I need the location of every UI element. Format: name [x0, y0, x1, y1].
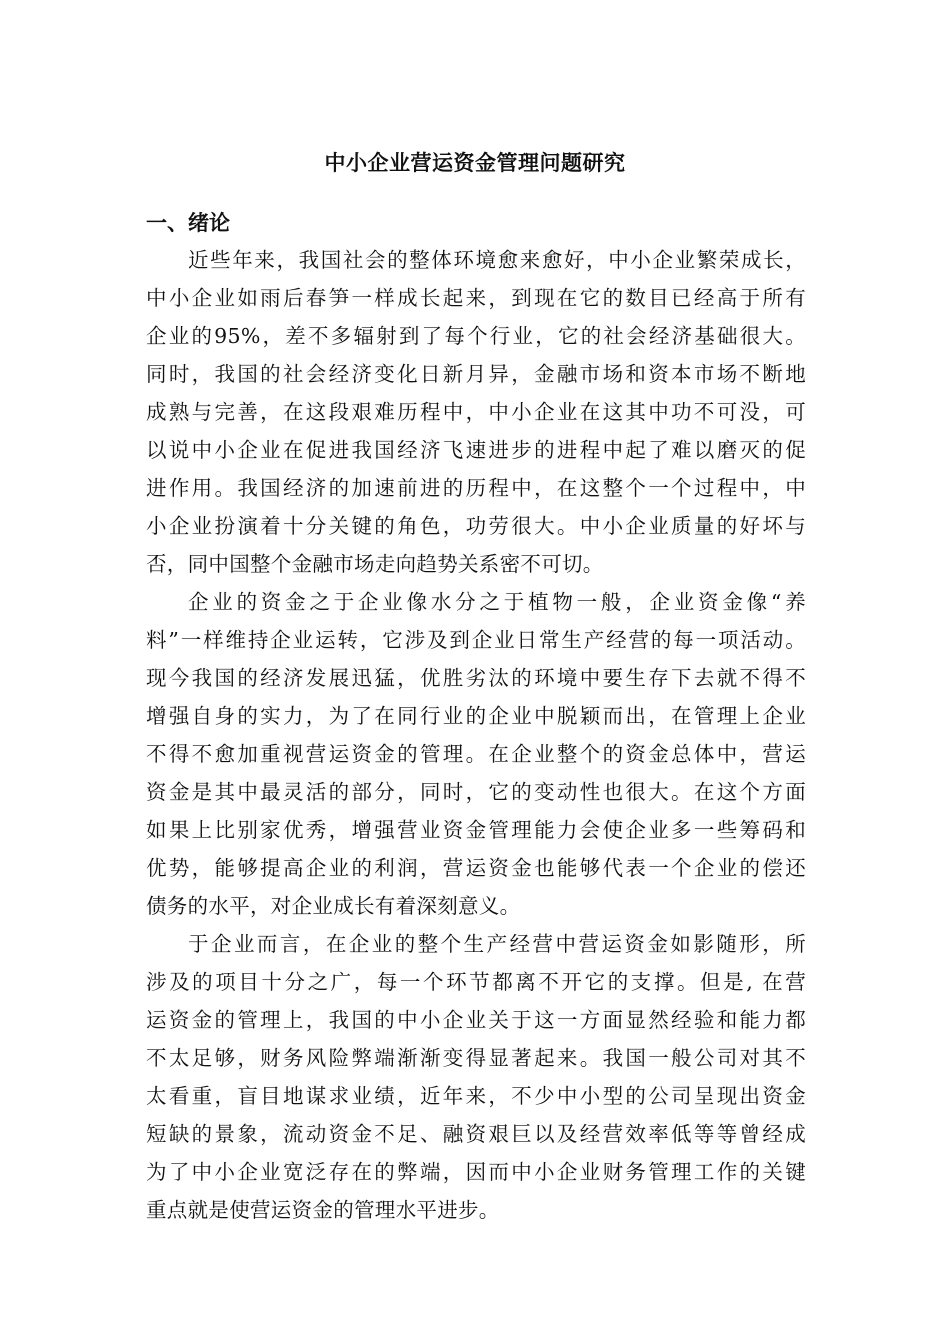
paragraph-3-line: 重点就是使营运资金的管理水平进步。	[146, 1198, 500, 1222]
paragraph-2-line: 债务的水平，对企业成长有着深刻意义。	[146, 894, 521, 918]
paragraph-2-line: 不得不愈加重视营运资金的管理。在企业整个的资金总体中，营运	[146, 742, 806, 766]
paragraph-3-line: 涉及的项目十分之广，每一个环节都离不开它的支撑。但是, 在营	[146, 970, 806, 994]
paragraph-3-line: 短缺的景象，流动资金不足、融资艰巨以及经营效率低等等曾经成	[146, 1122, 806, 1146]
document-title: 中小企业营运资金管理问题研究	[324, 151, 626, 175]
paragraph-1-line: 企业的95%，差不多辐射到了每个行业，它的社会经济基础很大。	[146, 324, 806, 348]
paragraph-3-line: 运资金的管理上，我国的中小企业关于这一方面显然经验和能力都	[146, 1008, 806, 1032]
paragraph-2-line: 增强自身的实力，为了在同行业的企业中脱颖而出，在管理上企业	[146, 704, 806, 728]
paragraph-1-line: 小企业扮演着十分关键的角色，功劳很大。中小企业质量的好坏与	[146, 514, 806, 538]
paragraph-1-line: 进作用。我国经济的加速前进的历程中，在这整个一个过程中，中	[146, 476, 806, 500]
paragraph-2-line: 资金是其中最灵活的部分，同时，它的变动性也很大。在这个方面	[146, 780, 806, 804]
paragraph-1-line: 同时，我国的社会经济变化日新月异，金融市场和资本市场不断地	[146, 362, 806, 386]
paragraph-1-line: 否，同中国整个金融市场走向趋势关系密不可切。	[146, 552, 604, 576]
paragraph-2-line: 优势，能够提高企业的利润，营运资金也能够代表一个企业的偿还	[146, 856, 806, 880]
paragraph-3-line: 为了中小企业宽泛存在的弊端，因而中小企业财务管理工作的关键	[146, 1160, 806, 1184]
paragraph-3-line: 太看重，盲目地谋求业绩，近年来，不少中小型的公司呈现出资金	[146, 1084, 806, 1108]
section-heading: 一、绪论	[146, 211, 230, 235]
paragraph-2-line: 料”一样维持企业运转，它涉及到企业日常生产经营的每一项活动。	[146, 628, 806, 652]
paragraph-1-line: 近些年来，我国社会的整体环境愈来愈好，中小企业繁荣成长，	[188, 248, 806, 272]
paragraph-2-line: 现今我国的经济发展迅猛，优胜劣汰的环境中要生存下去就不得不	[146, 666, 806, 690]
paragraph-2-line: 如果上比别家优秀，增强营业资金管理能力会使企业多一些筹码和	[146, 818, 806, 842]
paragraph-3-line: 不太足够，财务风险弊端渐渐变得显著起来。我国一般公司对其不	[146, 1046, 806, 1070]
paragraph-1-line: 成熟与完善，在这段艰难历程中，中小企业在这其中功不可没，可	[146, 400, 806, 424]
paragraph-1-line: 以说中小企业在促进我国经济飞速进步的进程中起了难以磨灭的促	[146, 438, 806, 462]
paragraph-1-line: 中小企业如雨后春笋一样成长起来，到现在它的数目已经高于所有	[146, 286, 806, 310]
paragraph-2-line: 企业的资金之于企业像水分之于植物一般，企业资金像“养	[188, 590, 806, 614]
paragraph-3-line: 于企业而言，在企业的整个生产经营中营运资金如影随形，所	[188, 932, 806, 956]
